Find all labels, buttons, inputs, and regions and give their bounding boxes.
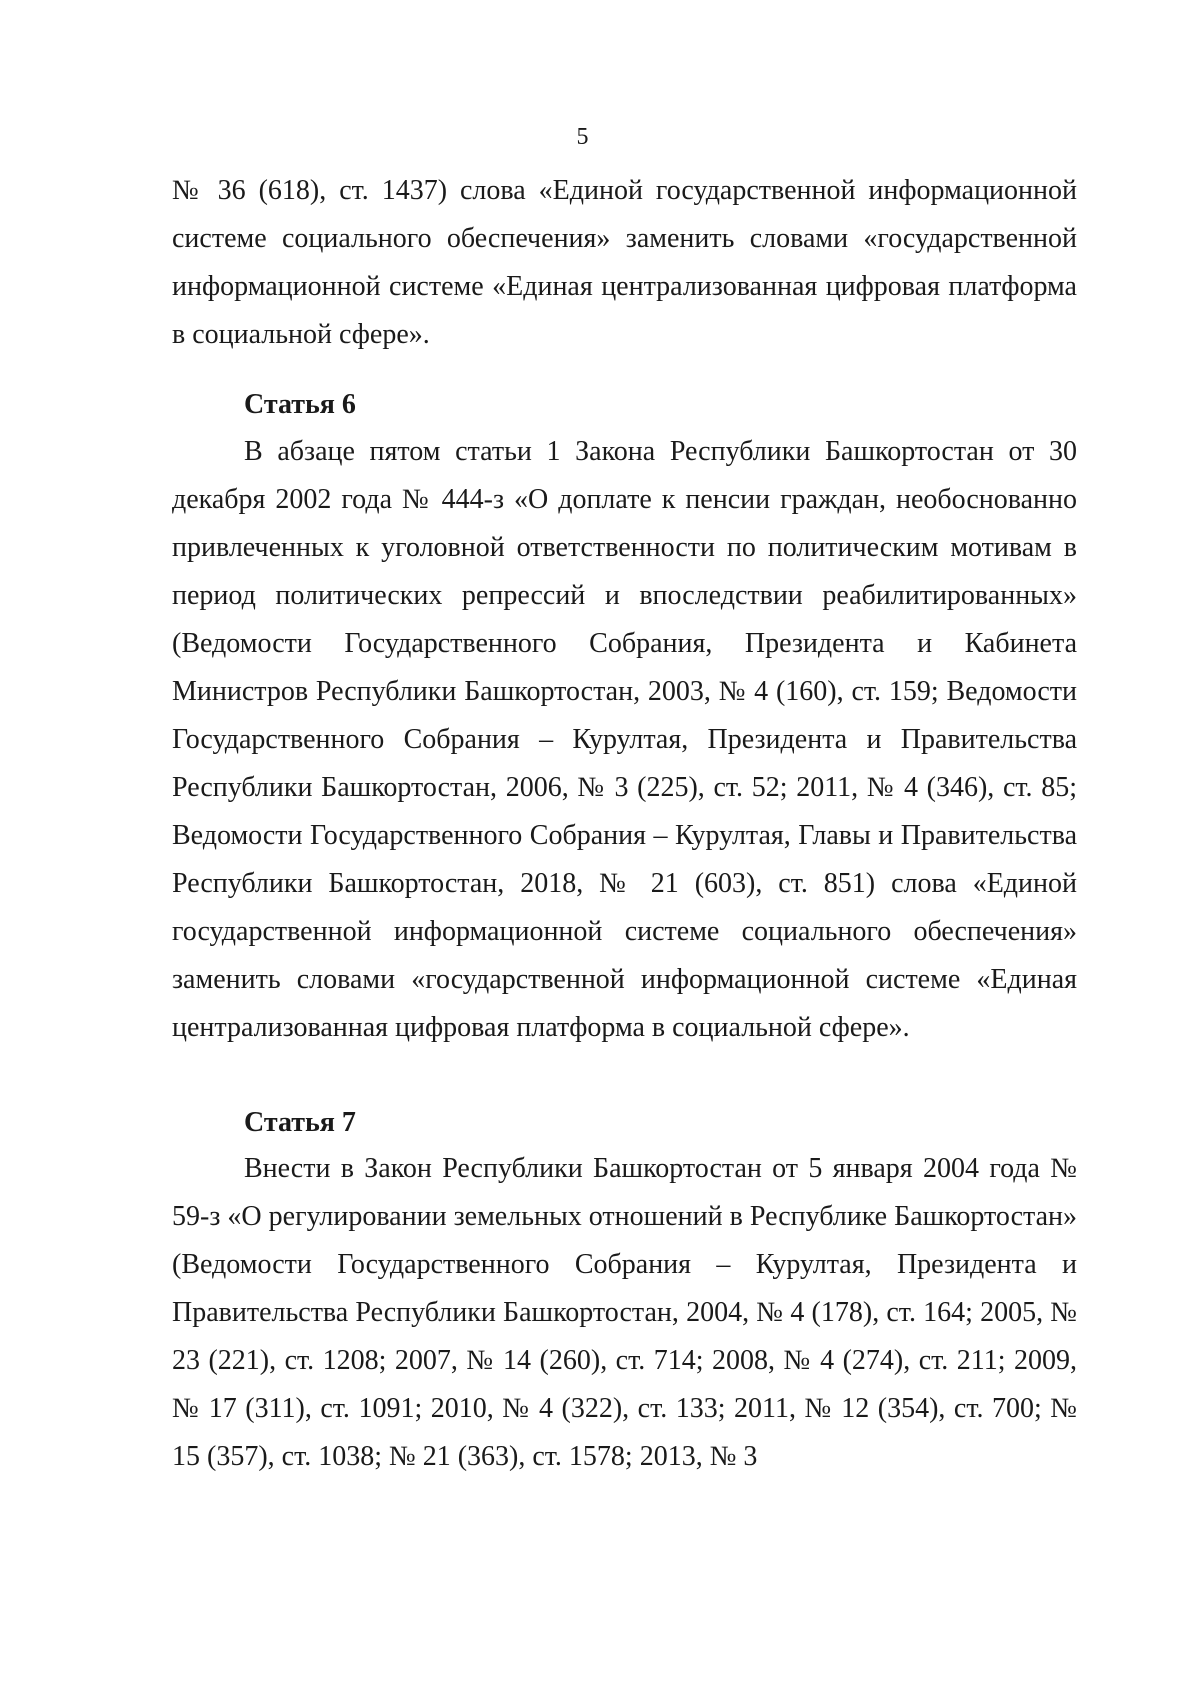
page-number: 5 — [576, 124, 589, 150]
continuation-block — [172, 167, 1077, 359]
article-7-paragraph: Внести в Закон Республики Башкортостан от 5 января 2004 года № 59-з «О регулировании земельных отношений в Республике Башкортостан» (Ведомости Государственного Собрания – Курултая, Президента и Правительства Республики Башкортостан, 2004, № 4 (178), ст. 164; 2005, № 23 (221), ст. 1208; 2007, № 14 (260), ст. 714; 2008, № 4 (274), ст. 211; 2009, № 17 (311), ст. 1091; 2010, № 4 (322), ст. 133; 2011, № 12 (354), ст. 700; № 15 (357), ст. 1038; № 21 (363), ст. 1578; 2013, № 3 — [172, 1153, 1077, 1472]
article-7-heading: Статья 7 — [244, 1107, 356, 1138]
article-6-body — [172, 428, 1077, 1052]
article-7-body — [172, 1145, 1077, 1481]
article-6-heading: Статья 6 — [244, 389, 356, 420]
article-6-paragraph: В абзаце пятом статьи 1 Закона Республики Башкортостан от 30 декабря 2002 года № 444-з «О доплате к пенсии граждан, необоснованно привлеченных к уголовной ответственности по политическим мотивам в период политических репрессий и впоследствии реабилитированных» (Ведомости Государственного Собрания, Президента и Кабинета Министров Республики Башкортостан, 2003, № 4 (160), ст. 159; Ведомости Государственного Собрания – Курултая, Президента и Правительства Республики Башкортостан, 2006, № 3 (225), ст. 52; 2011, № 4 (346), ст. 85; Ведомости Государственного Собрания – Курултая, Главы и Правительства Республики Башкортостан, 2018, № 21 (603), ст. 851) слова «Единой государственной информационной системе социального обеспечения» заменить словами «государственной информационной системе «Единая централизованная цифровая платформа в социальной сфере». — [172, 436, 1077, 1043]
continuation-paragraph: № 36 (618), ст. 1437) слова «Единой государственной информационной системе социального обеспечения» заменить словами «государственной информационной системе «Единая централизованная цифровая платформа в социальной сфере». — [172, 175, 1077, 350]
